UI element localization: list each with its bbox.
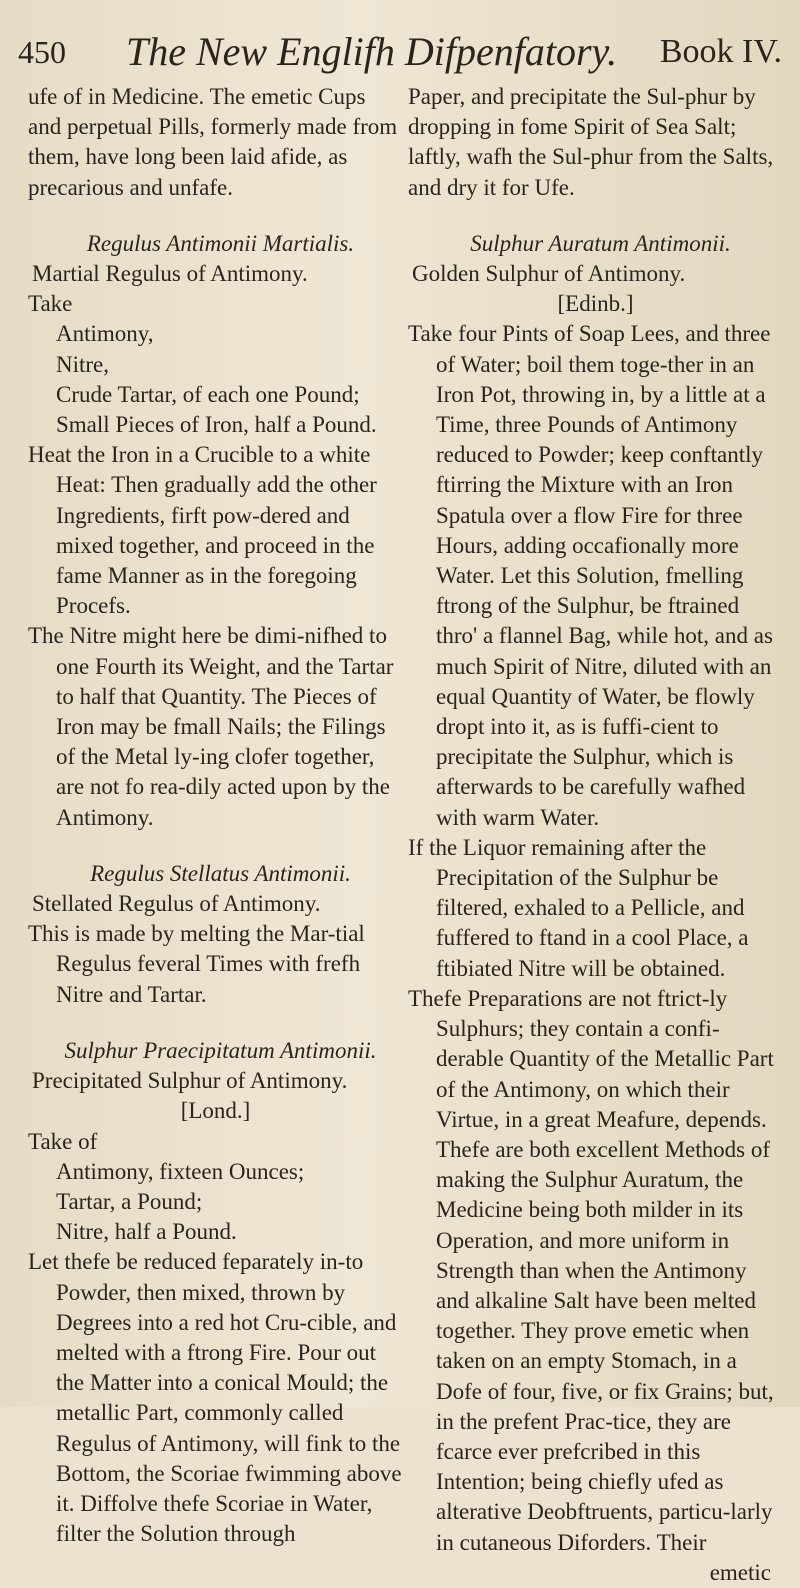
ingredient: Tartar, a Pound; <box>56 1188 203 1214</box>
commentary-paragraph: Thefe Preparations are not ftrict-ly Sulphurs; they contain a confi-derable Quantity of the Metallic Part of the Antimony, on which their Virtue, in a great Meafure, depends. Thefe are both excellent Methods of making the Sulphur Auratum, the Medicine being both milder in its Operation, and more uniform in Strength than when the Antimony and alkaline Salt have been melted together. They prove emetic when taken on an empty Stomach, in a Dofe of four, five, or fix Grains; but, in the prefent Prac-tice, they are fcarce ever prefcribed in this Intention; being chiefly ufed as alterative Deobftruents, particu-larly in cutaneous Diforders. Their <box>408 985 774 1555</box>
section-latin-heading: Regulus Antimonii Martialis. <box>86 230 355 256</box>
intro-paragraph: ufe of in Medicine. The emetic Cups and perpetual Pills, formerly made from them, have long been laid afide, as precarious and unfafe. <box>28 84 398 200</box>
continued-paragraph: Paper, and precipitate the Sul-phur by dropping in fome Spirit of Sea Salt; laftly, wafh the Sul-phur from the Salts, and dry it for Ufe. <box>408 84 774 200</box>
section-heading: Golden Sulphur of Antimony. <box>412 261 686 287</box>
section-latin-heading: Sulphur Auratum Antimonii. <box>470 230 731 256</box>
ingredient: Antimony, fixteen Ounces; <box>56 1158 305 1184</box>
ingredient: Small Pieces of Iron, half a Pound. <box>56 412 377 438</box>
recipe-take: Take <box>28 291 73 317</box>
ingredient: Nitre, half a Pound. <box>56 1219 237 1245</box>
running-title: The New Englifh Difpenfatory. <box>126 29 618 74</box>
section-heading: Stellated Regulus of Antimony. <box>32 891 321 917</box>
ingredient: Nitre, <box>56 351 110 377</box>
pharmacopoeia-reference: [Edinb.] <box>557 291 634 317</box>
section-heading: Martial Regulus of Antimony. <box>32 261 308 287</box>
section-latin-heading: Sulphur Praecipitatum Antimonii. <box>64 1037 377 1063</box>
right-column <box>408 82 783 1588</box>
recipe-take: Take of <box>28 1128 98 1154</box>
procedure-paragraph: Let thefe be reduced feparately in-to Powder, then mixed, thrown by Degrees into a red hot Cru-cible, and melted with a ftrong Fire. Pour out the Matter into a conical Mould; the metallic Part, commonly called Regulus of Antimony, will fink to the Bottom, the Scoriae fwimming above it. Diffolve thefe Scoriae in Water, filter the Solution through <box>28 1249 402 1547</box>
section-heading: Precipitated Sulphur of Antimony. <box>32 1068 348 1094</box>
pharmacopoeia-reference: [Lond.] <box>180 1098 251 1124</box>
page-number: 450 <box>18 34 66 70</box>
note-paragraph: The Nitre might here be dimi-nifhed to one Fourth its Weight, and the Tartar to half that Quantity. The Pieces of Iron may be fmall Nails; the Filings of the Metal ly-ing clofer together, are not fo rea-dily acted upon by the Antimony. <box>28 623 394 830</box>
ingredient: Antimony, <box>56 321 154 347</box>
procedure-paragraph: Heat the Iron in a Crucible to a white Heat: Then gradually add the other Ingredients, firft pow-dered and mixed together, and proceed in the fame Manner as in the foregoing Procefs. <box>28 442 377 619</box>
note-paragraph: If the Liquor remaining after the Precipitation of the Sulphur be filtered, exhaled to a Pellicle, and fuffered to ftand in a cool Place, a ftibiated Nitre will be obtained. <box>408 834 749 981</box>
book-label: Book IV. <box>659 33 782 70</box>
left-column <box>28 82 403 1549</box>
catchword: emetic <box>709 1559 771 1585</box>
procedure-paragraph: This is made by melting the Mar-tial Regulus feveral Times with frefh Nitre and Tartar. <box>28 921 365 1007</box>
ingredient: Crude Tartar, of each one Pound; <box>56 381 360 407</box>
procedure-paragraph: Take four Pints of Soap Lees, and three of Water; boil them toge-ther in an Iron Pot, throwing in, by a little at a Time, three Pounds of Antimony reduced to Powder; keep conftantly ftirring the Mixture with an Iron Spatula over a flow Fire for three Hours, adding occafionally more Water. Let this Solution, fmelling ftrong of the Sulphur, be ftrained thro' a flannel Bag, while hot, and as much Spirit of Nitre, diluted with an equal Quantity of Water, be flowly dropt into it, as is fuffi-cient to precipitate the Sulphur, which is afterwards to be carefully wafhed with warm Water. <box>408 321 773 830</box>
section-latin-heading: Regulus Stellatus Antimonii. <box>90 860 351 886</box>
page-header <box>18 22 788 82</box>
